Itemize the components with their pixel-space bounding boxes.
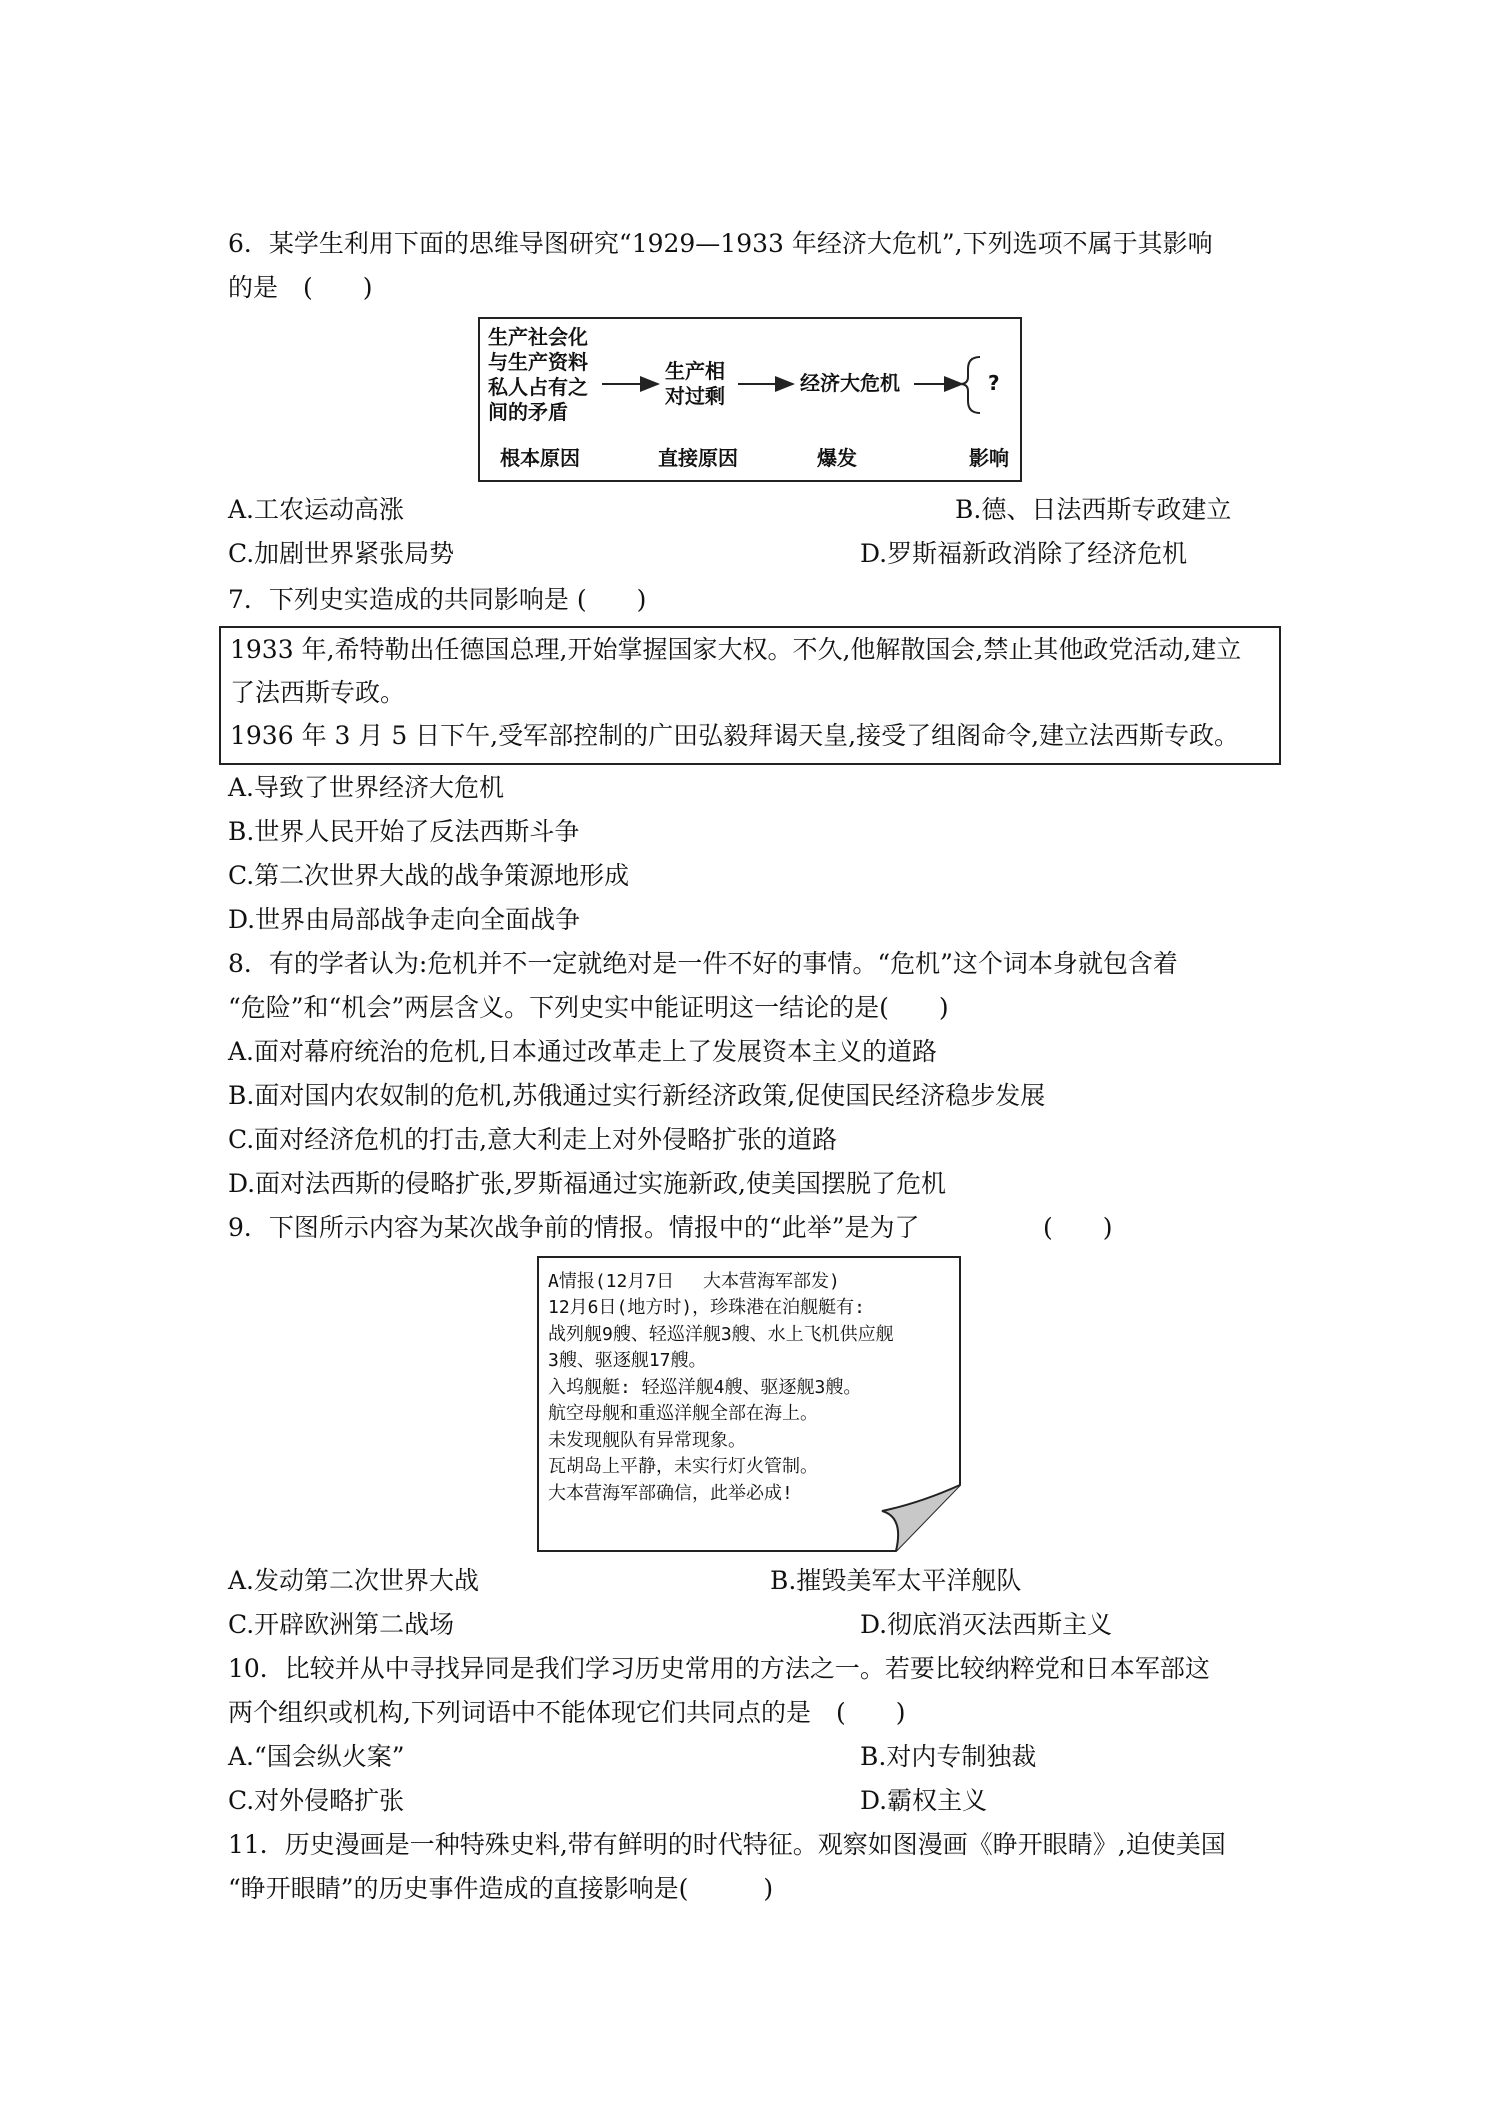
cause-text-4: 间的矛盾: [488, 400, 568, 424]
q9-intelligence-note: [536, 1255, 962, 1553]
cause-text-3: 私人占有之: [488, 375, 588, 399]
q7-source-box: [219, 626, 1281, 765]
note-line: 3艘、驱逐舰17艘。: [548, 1350, 707, 1371]
mid-text-1: 生产相: [665, 359, 725, 383]
q10-option-a: A.“国会纵火案”: [228, 1742, 405, 1771]
q10-option-d: D.霸权主义: [860, 1786, 988, 1815]
note-line: 大本营海军部确信，此举必成!: [548, 1483, 793, 1504]
mid-text-2: 对过剩: [665, 384, 725, 408]
q8-stem-line2: “危险”和“机会”两层含义。下列史实中能证明这一结论的是( ): [228, 993, 949, 1022]
q7-stem: 7．下列史实造成的共同影响是 ( ): [228, 585, 647, 614]
brace-icon: [960, 357, 980, 413]
q8-option-a: A.面对幕府统治的危机,日本通过改革走上了发展资本主义的道路: [228, 1037, 937, 1066]
q11-stem-line2: “睁开眼睛”的历史事件造成的直接影响是( ): [228, 1874, 774, 1903]
q6-stem-line1: 6．某学生利用下面的思维导图研究“1929—1933 年经济大危机”,下列选项不属于其影响: [228, 229, 1213, 258]
note-line: 12月6日(地方时)，珍珠港在泊舰艇有:: [548, 1297, 866, 1318]
mind-map-arrows: [480, 319, 1020, 480]
note-line: 瓦胡岛上平静，未实行灯火管制。: [548, 1456, 818, 1477]
label-direct-cause: 直接原因: [658, 446, 738, 470]
q10-stem-line2: 两个组织或机构,下列词语中不能体现它们共同点的是 ( ): [228, 1698, 906, 1727]
crisis-text: 经济大危机: [800, 371, 900, 395]
q7-option-a: A.导致了世界经济大危机: [228, 773, 505, 802]
q7-source-line3: 1936 年 3 月 5 日下午,受军部控制的广田弘毅拜谒天皇,接受了组阁命令,建立法西斯专政。: [230, 721, 1240, 750]
cause-text-2: 与生产资料: [488, 350, 588, 374]
q9-stem: 9．下图所示内容为某次战争前的情报。情报中的“此举”是为了: [228, 1213, 920, 1242]
q10-option-c: C.对外侵略扩张: [228, 1786, 405, 1815]
q8-stem-line1: 8．有的学者认为:危机并不一定就绝对是一件不好的事情。“危机”这个词本身就包含着: [228, 949, 1178, 978]
q7-source-line2: 了法西斯专政。: [230, 678, 406, 707]
impact-question-mark: ?: [988, 371, 1000, 395]
q6-option-c: C.加剧世界紧张局势: [228, 539, 455, 568]
q6-option-a: A.工农运动高涨: [228, 495, 405, 524]
q9-option-c: C.开辟欧洲第二战场: [228, 1610, 455, 1639]
q6-stem-line2: 的是 ( ): [228, 273, 373, 302]
q9-option-b: B.摧毁美军太平洋舰队: [770, 1566, 1022, 1595]
q6-mind-map: [478, 317, 1022, 482]
q11-stem-line1: 11．历史漫画是一种特殊史料,带有鲜明的时代特征。观察如图漫画《睁开眼睛》,迫使美国: [228, 1830, 1226, 1859]
q7-option-c: C.第二次世界大战的战争策源地形成: [228, 861, 630, 890]
q7-source-line1: 1933 年,希特勒出任德国总理,开始掌握国家大权。不久,他解散国会,禁止其他政党活动,建立: [230, 635, 1242, 664]
q10-option-b: B.对内专制独裁: [860, 1742, 1037, 1771]
q9-option-a: A.发动第二次世界大战: [228, 1566, 480, 1595]
note-line: A情报(12月7日 大本营海军部发): [548, 1271, 840, 1292]
q6-option-d: D.罗斯福新政消除了经济危机: [860, 539, 1188, 568]
q7-option-d: D.世界由局部战争走向全面战争: [228, 905, 581, 934]
q8-option-b: B.面对国内农奴制的危机,苏俄通过实行新经济政策,促使国民经济稳步发展: [228, 1081, 1046, 1110]
label-root-cause: 根本原因: [500, 446, 580, 470]
note-line: 战列舰9艘、轻巡洋舰3艘、水上飞机供应舰: [548, 1324, 894, 1345]
note-line: 未发现舰队有异常现象。: [548, 1430, 746, 1451]
q6-option-b: B.德、日法西斯专政建立: [955, 495, 1232, 524]
q8-option-c: C.面对经济危机的打击,意大利走上对外侵略扩张的道路: [228, 1125, 838, 1154]
label-impact: 影响: [969, 446, 1009, 470]
q7-option-b: B.世界人民开始了反法西斯斗争: [228, 817, 580, 846]
note-line: 航空母舰和重巡洋舰全部在海上。: [548, 1403, 818, 1424]
label-outbreak: 爆发: [817, 446, 857, 470]
q8-option-d: D.面对法西斯的侵略扩张,罗斯福通过实施新政,使美国摆脱了危机: [228, 1169, 946, 1198]
q9-option-d: D.彻底消灭法西斯主义: [860, 1610, 1113, 1639]
note-line: 入坞舰艇: 轻巡洋舰4艘、驱逐舰3艘。: [548, 1377, 862, 1398]
q10-stem-line1: 10．比较并从中寻找异同是我们学习历史常用的方法之一。若要比较纳粹党和日本军部这: [228, 1654, 1210, 1683]
q9-answer-paren: ( ): [1043, 1213, 1113, 1242]
cause-text-1: 生产社会化: [488, 325, 588, 349]
